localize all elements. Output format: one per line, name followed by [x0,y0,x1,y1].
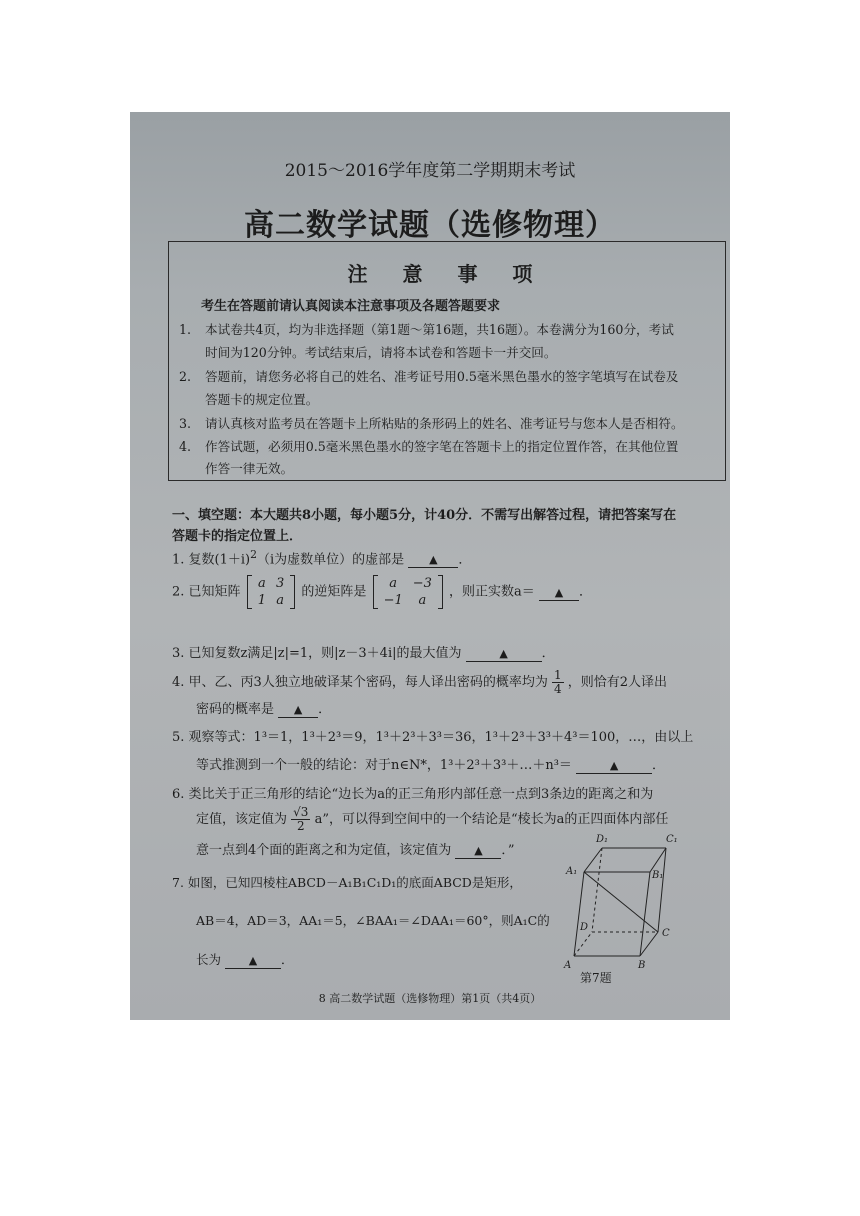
notice-item-3 [179,413,684,432]
answer-blank [455,844,501,859]
answer-blank [225,953,281,969]
exam-title: 2015～2016学年度第二学期期末考试 [284,161,576,181]
question-6-cont2 [196,839,515,859]
fraction-denominator: 2 [296,819,305,833]
answer-blank [576,759,652,774]
notice-box [168,241,726,481]
answer-blank [466,647,542,662]
notice-item-2 [179,366,678,385]
question-text: ，则正实数a＝ [449,584,535,600]
answer-blank [278,703,318,718]
question-number: 6. [172,787,185,802]
notice-item-text: 本试卷共4页，均为非选择题（第1题～第16题，共16题）。本卷满分为160分，考试 [205,322,674,337]
blank-triangle-icon: ▲ [554,585,564,599]
question-end: ． [541,646,555,661]
notice-item-2-cont: 答题卡的规定位置。 [205,392,319,407]
answer-blank [408,553,458,568]
section-heading: 一、填空题：本大题共8小题，每小题5分，计40分．不需写出解答过程，请把答案写在 [172,508,677,523]
question-number: 1. [172,552,185,568]
matrix-cell: −3 [412,576,432,591]
page-footer: 8 高二数学试题（选修物理）第1页（共4页） [318,992,542,1005]
fraction-sqrt3-over-2 [291,806,310,833]
fraction-numerator: 1 [553,668,562,682]
label-d: D [580,922,589,933]
matrix-cell: a [257,576,266,591]
question-number: 2. [172,584,185,600]
label-a: A [564,960,572,971]
question-2 [172,575,592,609]
question-exponent: 2 [250,548,258,561]
question-end: ． [458,552,472,568]
figure-caption: 第7题 [580,971,612,984]
question-number: 5. [172,730,185,745]
notice-item-4 [179,436,678,455]
question-5-cont [196,754,665,774]
question-text: 如图，已知四棱柱ABCD－A₁B₁C₁D₁的底面ABCD是矩形， [187,875,522,890]
question-number: 4. [172,675,185,690]
blank-triangle-icon: ▲ [474,844,483,857]
question-text: 已知复数z满足|z|=1，则|z－3＋4i|的最大值为 [188,646,462,661]
notice-item-text: 作答试题，必须用0.5毫米黑色墨水的签字笔在答题卡上的指定位置作答，在其他位置 [205,439,679,454]
question-end: ．” [501,843,515,858]
label-c: C [662,928,670,939]
blank-triangle-icon: ▲ [248,954,258,967]
question-3 [172,642,555,662]
question-end: ． [578,584,592,600]
exam-paper-photo [130,112,730,1020]
question-7-cont2 [196,950,294,969]
question-text: ，则恰有2人译出 [567,675,668,690]
question-text: 观察等式：1³＝1，1³＋2³＝9，1³＋2³＋3³＝36，1³＋2³＋3³＋4³＝100，…，由以上 [188,730,694,745]
question-7 [172,873,522,891]
main-title: 高二数学试题（选修物理） [244,208,616,243]
question-5 [172,726,693,745]
notice-item-text: 请认真核对监考员在答题卡上所粘贴的条形码上的姓名、准考证号与您本人是否相符。 [205,416,684,431]
matrix-cell: 3 [275,576,285,591]
label-a1: A₁ [566,866,578,877]
notice-item-number: 2. [179,369,192,384]
fraction-numerator: √3 [293,805,309,819]
notice-item-text: 答题前，请您务必将自己的姓名、准考证号用0.5毫米黑色墨水的签字笔填写在试卷及 [205,369,679,384]
matrix-cell: −1 [383,593,403,608]
question-4-cont [196,698,331,718]
section-heading-cont: 答题卡的指定位置上． [172,529,303,544]
notice-item-1-cont: 时间为120分钟。考试结束后，请将本试卷和答题卡一并交回。 [205,345,557,360]
question-text: 复数(1＋i) [188,552,251,568]
matrix-cell: 1 [257,593,266,608]
edge-c1c [658,848,666,932]
question-end: ． [652,758,666,773]
label-b: B [638,960,646,971]
question-number: 3. [172,646,185,661]
blank-triangle-icon: ▲ [499,647,508,660]
question-text: AB＝4，AD＝3，AA₁＝5，∠BAA₁＝∠DAA₁＝60°，则A₁C的 [196,913,550,928]
label-b1: B₁ [652,870,664,881]
question-text: 意一点到4个面的距离之和为定值，该定值为 [196,843,452,858]
notice-intro: 考生在答题前请认真阅读本注意事项及各题答题要求 [201,299,501,314]
matrix-cell: a [276,593,284,608]
notice-item-number: 1. [179,322,192,337]
edge-a1a [574,872,584,956]
matrix-cell: a [418,593,427,608]
question-text: 的逆矩阵是 [301,584,367,600]
label-d1: D₁ [596,834,609,845]
question-6 [172,783,653,802]
notice-item-number: 3. [179,416,192,431]
question-7-cont [196,911,550,929]
matrix-cell: a [389,576,398,591]
question-number: 7. [172,875,184,890]
question-end: ． [318,702,332,717]
notice-item-4-cont: 作答一律无效。 [205,461,294,476]
notice-item-1 [179,319,674,338]
question-text: 等式推测到一个一般的结论：对于n∈N*，1³＋2³＋3³＋…＋n³＝ [196,758,572,773]
matrix-a [247,575,296,609]
fraction-one-quarter [552,669,564,696]
edge-b1b [640,872,650,956]
question-text: 定值，该定值为 [196,812,288,827]
fraction-denominator: 4 [553,682,562,696]
blank-triangle-icon: ▲ [293,703,303,716]
blank-triangle-icon: ▲ [429,553,438,567]
notice-heading: 注 意 事 项 [347,262,547,286]
prism-figure [562,828,682,984]
edge-d1d-hidden [592,848,602,932]
question-text: （i为虚数单位）的虚部是 [257,552,405,568]
question-text: 长为 [196,952,222,967]
notice-item-number: 4. [179,439,192,454]
question-text: 密码的概率是 [196,702,275,717]
question-text: a”，可以得到空间中的一个结论是“棱长为a的正四面体内部任 [314,812,669,827]
question-4 [172,669,667,696]
blank-triangle-icon: ▲ [609,759,619,772]
label-c1: C₁ [666,834,678,845]
answer-blank [539,586,579,601]
question-end: ． [281,952,294,967]
question-text: 甲、乙、丙3人独立地破译某个密码，每人译出密码的概率均为 [188,675,548,690]
question-text: 已知矩阵 [188,584,241,600]
question-1 [172,548,471,568]
question-text: 类比关于正三角形的结论“边长为a的正三角形内部任意一点到3条边的距离之和为 [188,787,654,802]
matrix-inverse [373,575,443,609]
